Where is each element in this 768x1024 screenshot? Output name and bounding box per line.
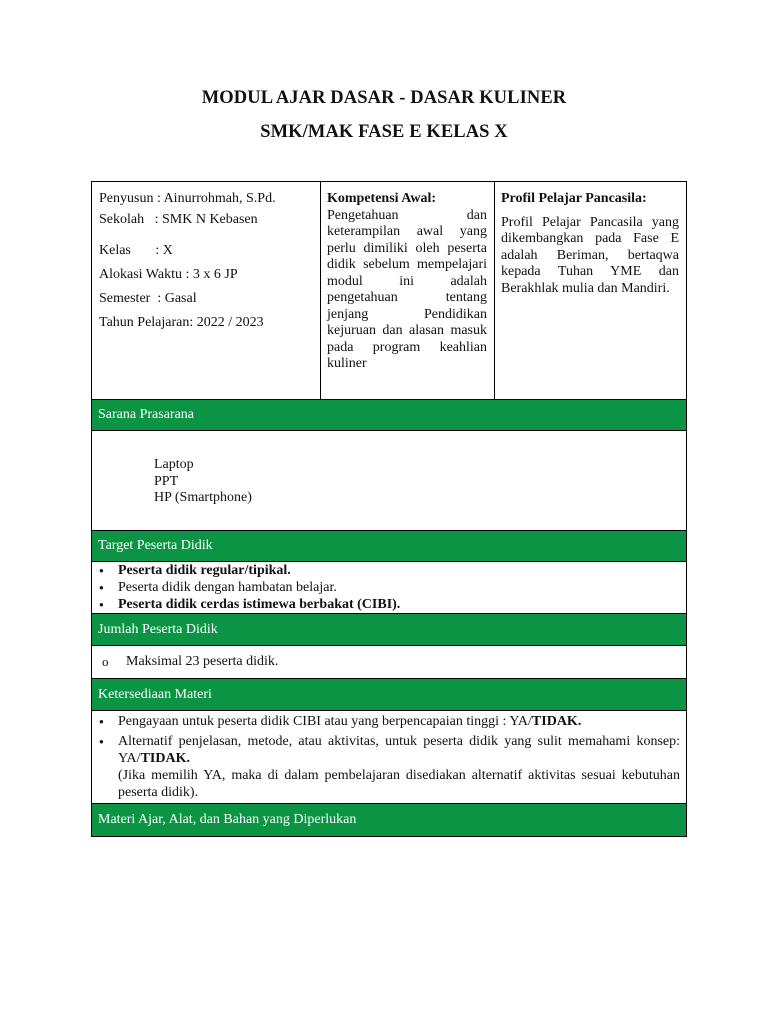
target-header: Target Peserta Didik [92, 531, 686, 562]
pengayaan-choice: TIDAK. [531, 714, 582, 729]
jumlah-header: Jumlah Peserta Didik [92, 614, 686, 646]
semester-text: Semester : Gasal [99, 291, 197, 306]
kompetensi-cell [321, 182, 495, 399]
module-table [91, 181, 687, 837]
ketersediaan-list [92, 713, 680, 801]
alokasi-text: Alokasi Waktu : 3 x 6 JP [99, 267, 238, 282]
ketersediaan-item [92, 713, 680, 730]
alternatif-choice: TIDAK. [140, 751, 190, 766]
penyusun-text: Penyusun : Ainurrohmah, S.Pd. [99, 191, 276, 206]
kelas-text: Kelas : X [99, 243, 173, 258]
alternatif-text: Alternatif penjelasan, metode, atau aktivitas, untuk peserta didik yang sulit memahami konsep: YA/ [118, 734, 680, 766]
document-title: MODUL AJAR DASAR - DASAR KULINER [201, 88, 567, 108]
materi-header: Materi Ajar, Alat, dan Bahan yang Diperlukan [92, 804, 686, 836]
target-section [92, 562, 686, 614]
alternatif-note: (Jika memilih YA, maka di dalam pembelajaran disediakan alternatif aktivitas sesuai kebutuhan peserta didik). [118, 768, 680, 800]
profil-cell [495, 182, 686, 399]
identity-cell [92, 182, 321, 399]
sarana-section [92, 431, 686, 531]
profil-text: Profil Pelajar Pancasila yang dikembangkan pada Fase E adalah Beriman, bertaqwa kepada Tuhan YME dan Berakhlak mulia dan Mandiri. [501, 214, 679, 296]
sarana-header: Sarana Prasarana [92, 400, 686, 431]
target-item: ● Peserta didik regular/tipikal. [92, 562, 680, 579]
document-subtitle: SMK/MAK FASE E KELAS X [260, 122, 508, 142]
sarana-item: HP (Smartphone) [154, 490, 252, 505]
jumlah-section [92, 646, 686, 679]
pengayaan-text: Pengayaan untuk peserta didik CIBI atau yang berpencapaian tinggi : YA/ [118, 714, 532, 729]
target-item: ● Peserta didik dengan hambatan belajar. [92, 579, 680, 596]
ketersediaan-header: Ketersediaan Materi [92, 679, 686, 711]
profil-heading: Profil Pelajar Pancasila: [501, 191, 647, 206]
ketersediaan-section [92, 711, 686, 804]
ketersediaan-item [92, 733, 680, 801]
jumlah-text: Maksimal 23 peserta didik. [126, 654, 279, 669]
tahun-text: Tahun Pelajaran: 2022 / 2023 [99, 315, 264, 330]
target-list [92, 562, 680, 613]
sarana-item: Laptop [154, 457, 194, 472]
kompetensi-text: Pengetahuan dan keterampilan awal yang perlu dimiliki oleh peserta didik sebelum mempelajari modul ini adalah pengetahuan tentang jenjang Pendidikan kejuruan dan alasan masuk pada program keahlian kuliner [327, 207, 487, 371]
target-item: ● Peserta didik cerdas istimewa berbakat (CIBI). [92, 596, 680, 613]
identity-row [92, 182, 686, 400]
sarana-item: PPT [154, 473, 179, 489]
kompetensi-heading: Kompetensi Awal: [327, 191, 437, 206]
sekolah-text: Sekolah : SMK N Kebasen [99, 212, 258, 227]
circle-bullet-icon: o [102, 654, 109, 669]
